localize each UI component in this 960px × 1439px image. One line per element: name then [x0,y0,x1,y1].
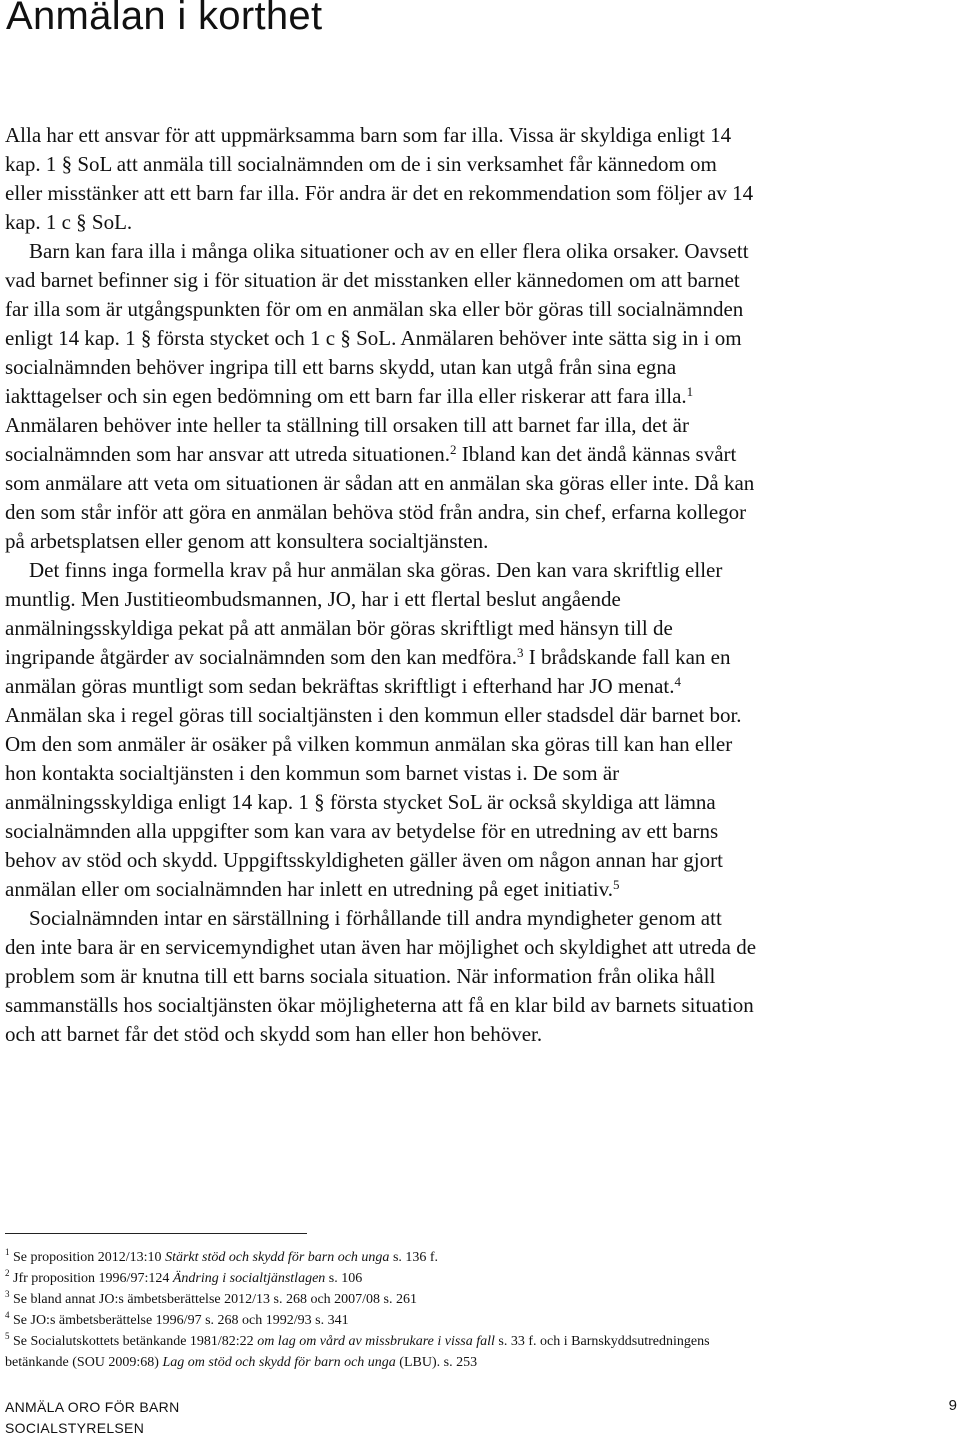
footnote-ref-1: 1 [686,384,694,399]
footnote-text: Se JO:s ämbetsberättelse 1996/97 s. 268 och 1992/93 s. 341 [13,1313,349,1328]
footnote-divider [5,1233,307,1234]
footnote-number: 5 [5,1331,10,1341]
paragraph-2b-text: I brådskande fall kan en anmälan göras muntligt som sedan bekräftas skriftligt i efterhand har JO menat. [5,645,731,698]
footnote-number: 3 [5,1289,10,1299]
footnote-text: s. 136 f. [389,1250,439,1265]
paragraph-1c-text: Anmälaren behöver inte heller ta ställning till orsaken till att barnet far illa, det är socialnämnden som har ansvar att utreda situationen. [5,413,689,466]
paragraph-1d-text: Ibland kan det ändå kännas svårt som anmälare att veta om situationen är sådan att en anmälan ska göras eller inte. Då kan den som står inför att göra en anmälan behöva stöd från andra, sin chef, erfarna kollegor på arbetsplatsen eller genom att konsultera socialtjänsten. [5,442,755,553]
page-title: Anmälan i korthet [6,0,323,38]
footnote-title: om lag om vård av missbrukare i vissa fall [257,1334,495,1349]
paragraph-3: Socialnämnden intar en särställning i förhållande till andra myndigheter genom att den inte bara är en servicemyndighet utan även har möjlighet och skyldighet att utreda de problem som är knutna till ett barns sociala situation. När information från olika håll sammanställs hos socialtjänsten ökar möjligheterna att få en klar bild av barnets situation och att barnet får det stöd och skydd som han eller hon behöver. [5,906,757,1046]
page-footer [5,1397,180,1439]
footnote-3 [5,1289,765,1310]
footnote-title: Lag om stöd och skydd för barn och unga [162,1355,396,1370]
footnote-text: s. 33 f. och i Barnskyddsutredningens betänkande (SOU 2009:68) [5,1334,710,1370]
page-number: 9 [948,1397,957,1414]
footer-publication-title: ANMÄLA ORO FÖR BARN [5,1399,180,1415]
footnote-ref-3: 3 [516,645,524,660]
paragraph-2 [5,556,757,904]
footnote-5 [5,1331,765,1373]
paragraph-1b [5,237,757,556]
footnote-number: 1 [5,1247,10,1257]
footnote-1 [5,1247,765,1268]
footnote-2 [5,1268,765,1289]
paragraph-1a: Alla har ett ansvar för att uppmärksamma barn som far illa. Vissa är skyldiga enligt 14 kap. 1 § SoL att anmäla till socialnämnden om de i sin verksamhet får kännedom om eller misstänker att ett barn far illa. För andra är det en rekommendation som följer av 14 kap. 1 c § SoL. [5,123,754,234]
paragraph-2a-text: Det finns inga formella krav på hur anmälan ska göras. Den kan vara skriftlig eller muntlig. Men Justitieombudsmannen, JO, har i ett flertal beslut angående anmälningsskyldiga pekat på att anmälan bör göras skriftligt med hänsyn till de ingripande åtgärder av socialnämnden som den kan medföra. [5,558,723,669]
footnote-ref-2: 2 [449,442,457,457]
footnote-text: s. 106 [325,1271,363,1286]
footnote-text: Se proposition 2012/13:10 [13,1250,166,1265]
footnote-text: Jfr proposition 1996/97:124 [13,1271,173,1286]
footnote-text: Se bland annat JO:s ämbetsberättelse 2012/13 s. 268 och 2007/08 s. 261 [13,1292,417,1307]
footnote-number: 4 [5,1310,10,1320]
footnote-text: (LBU). s. 253 [395,1355,478,1370]
footnote-ref-4: 4 [674,674,681,689]
footnotes [5,1247,765,1373]
footnote-title: Stärkt stöd och skydd för barn och unga [165,1250,390,1265]
footnote-title: Ändring i socialtjänstlagen [172,1271,326,1286]
paragraph-1b-text: Barn kan fara illa i många olika situationer och av en eller flera olika orsaker. Oavsett vad barnet befinner sig i för situation är det misstanken eller kännedomen om att barnet far illa som är utgångspunkten för om en anmälan ska eller bör göras till socialnämnden enligt 14 kap. 1 § första stycket och 1 c § SoL. Anmälaren behöver inte sätta sig in i om socialnämnden behöver ingripa till ett barns skydd, utan kan utgå från sina egna iakttagelser och sin egen bedömning om ett barn far illa eller riskerar att fara illa. [5,239,749,408]
footer-publisher: SOCIALSTYRELSEN [5,1420,145,1436]
footnote-number: 2 [5,1268,10,1278]
footnote-4 [5,1310,765,1331]
footnote-text: Se Socialutskottets betänkande 1981/82:22 [13,1334,258,1349]
paragraph-2c-text: Anmälan ska i regel göras till socialtjänsten i den kommun eller stadsdel där barnet bor. Om den som anmäler är osäker på vilken kommun anmälan ska göras till kan han eller hon kontakta socialtjänsten i den kommun som barnet vistas i. De som är anmälningsskyldiga enligt 14 kap. 1 § första stycket SoL är också skyldiga att lämna socialnämnden alla uppgifter som kan vara av betydelse för en utredning av ett barns behov av stöd och skydd. Uppgiftsskyldigheten gäller även om någon annan har gjort anmälan eller om socialnämnden har inlett en utredning på eget initiativ. [5,703,742,901]
footnote-ref-5: 5 [613,877,620,892]
body-text [5,121,757,1049]
